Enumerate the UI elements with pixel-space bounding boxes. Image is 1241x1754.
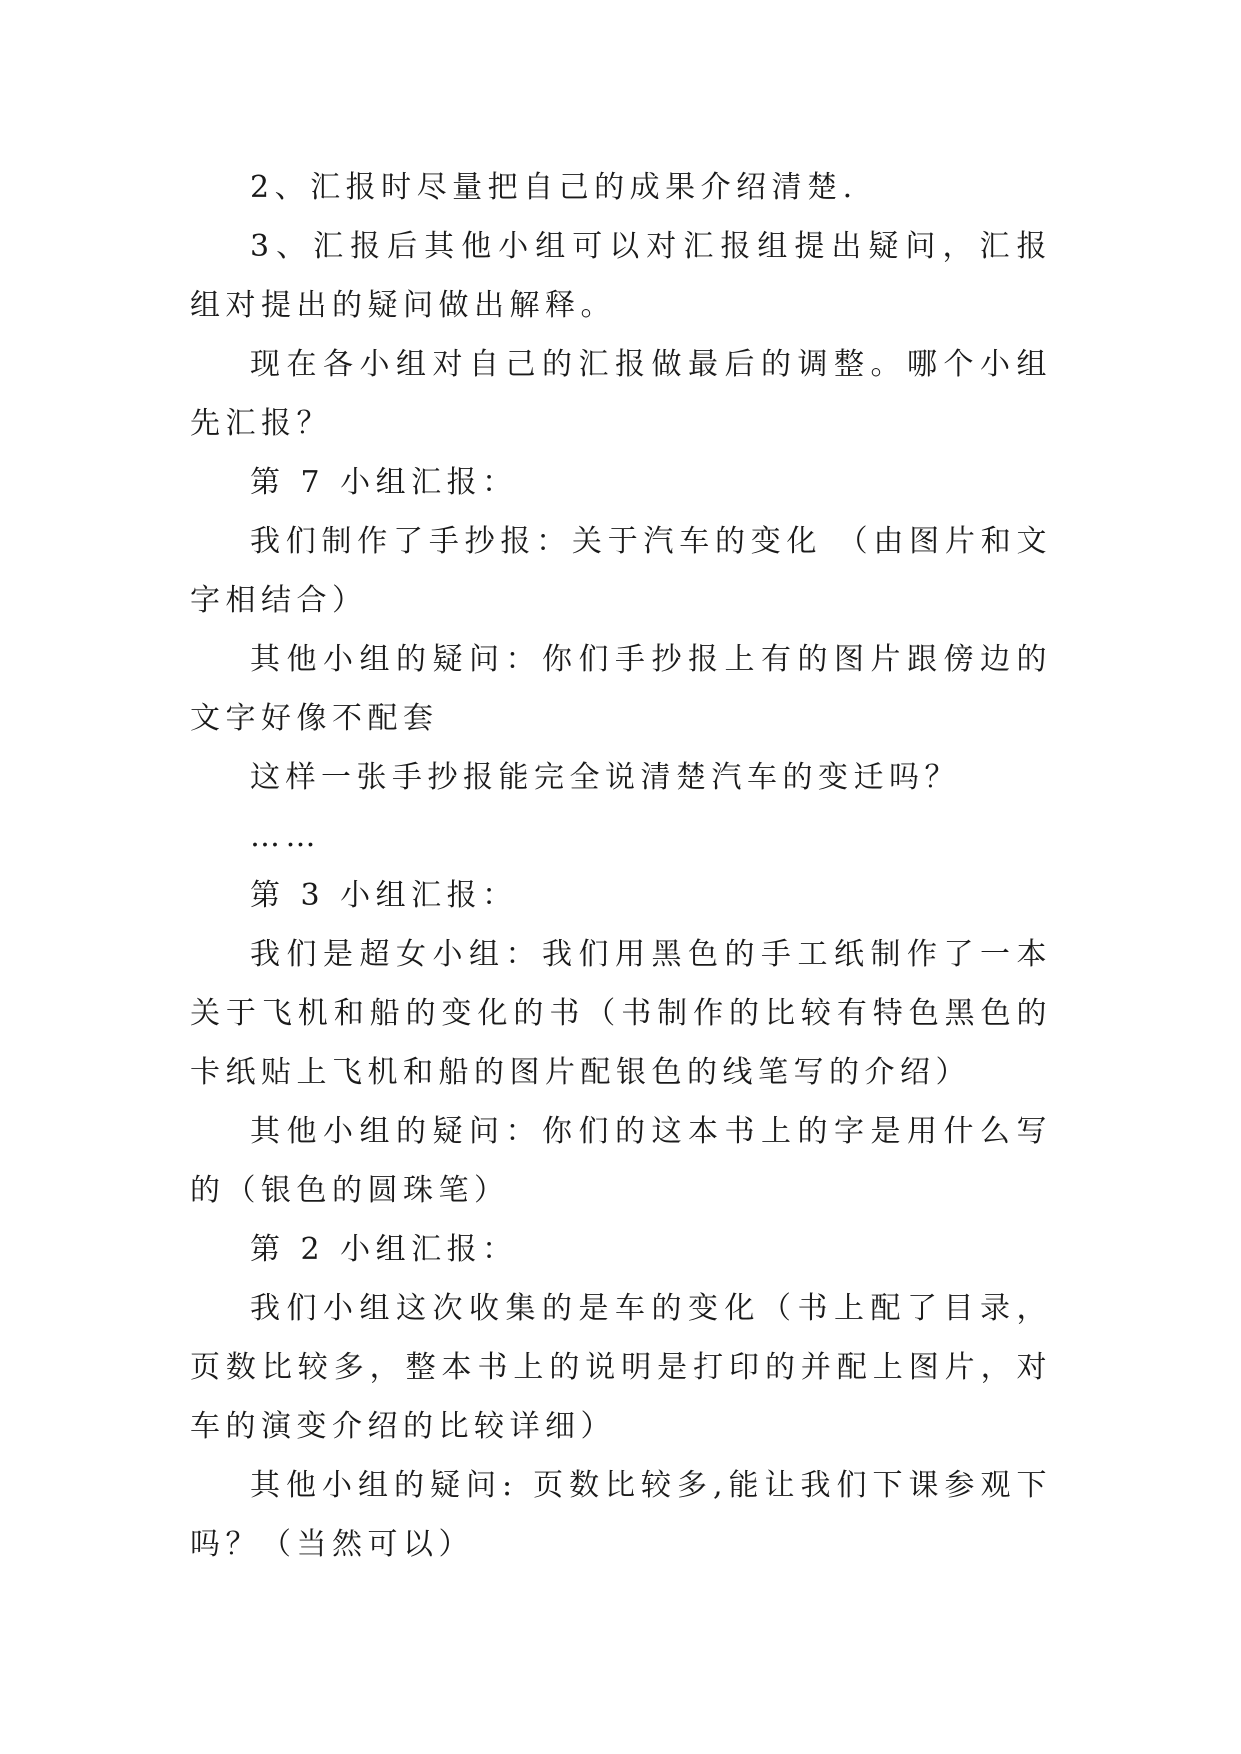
- paragraph-group-3-report: 我们是超女小组：我们用黑色的手工纸制作了一本关于飞机和船的变化的书（书制作的比较有特色黑色的卡纸贴上飞机和船的图片配银色的线笔写的介绍）: [190, 937, 1052, 1090]
- document-body: [190, 158, 1052, 1574]
- paragraph-group-7-heading: 第 7 小组汇报：: [250, 465, 518, 500]
- paragraph-group-2-report: 我们小组这次收集的是车的变化（书上配了目录，页数比较多，整本书上的说明是打印的并配上图片，对车的演变介绍的比较详细）: [190, 1291, 1052, 1444]
- paragraph-ellipsis: ……: [250, 819, 321, 854]
- paragraph-group-2-question: 其他小组的疑问: 页数比较多,能让我们下课参观下吗？（当然可以）: [190, 1468, 1052, 1562]
- paragraph-group-7-question: 其他小组的疑问：你们手抄报上有的图片跟傍边的文字好像不配套: [190, 642, 1052, 736]
- paragraph-group-3-heading: 第 3 小组汇报：: [250, 878, 518, 913]
- paragraph-group-3-question: 其他小组的疑问：你们的这本书上的字是用什么写的（银色的圆珠笔）: [190, 1114, 1052, 1208]
- paragraph-group-2-heading: 第 2 小组汇报：: [250, 1232, 518, 1267]
- paragraph-report-guideline-3: 3、汇报后其他小组可以对汇报组提出疑问，汇报组对提出的疑问做出解释。: [190, 229, 1052, 323]
- paragraph-group-7-report: 我们制作了手抄报：关于汽车的变化 （由图片和文字相结合）: [190, 524, 1052, 618]
- paragraph-group-7-followup: 这样一张手抄报能完全说清楚汽车的变迁吗？: [250, 760, 960, 795]
- paragraph-report-guideline-2: 2、汇报时尽量把自己的成果介绍清楚.: [250, 170, 858, 205]
- paragraph-adjustment-prompt: 现在各小组对自己的汇报做最后的调整。哪个小组先汇报？: [190, 347, 1052, 441]
